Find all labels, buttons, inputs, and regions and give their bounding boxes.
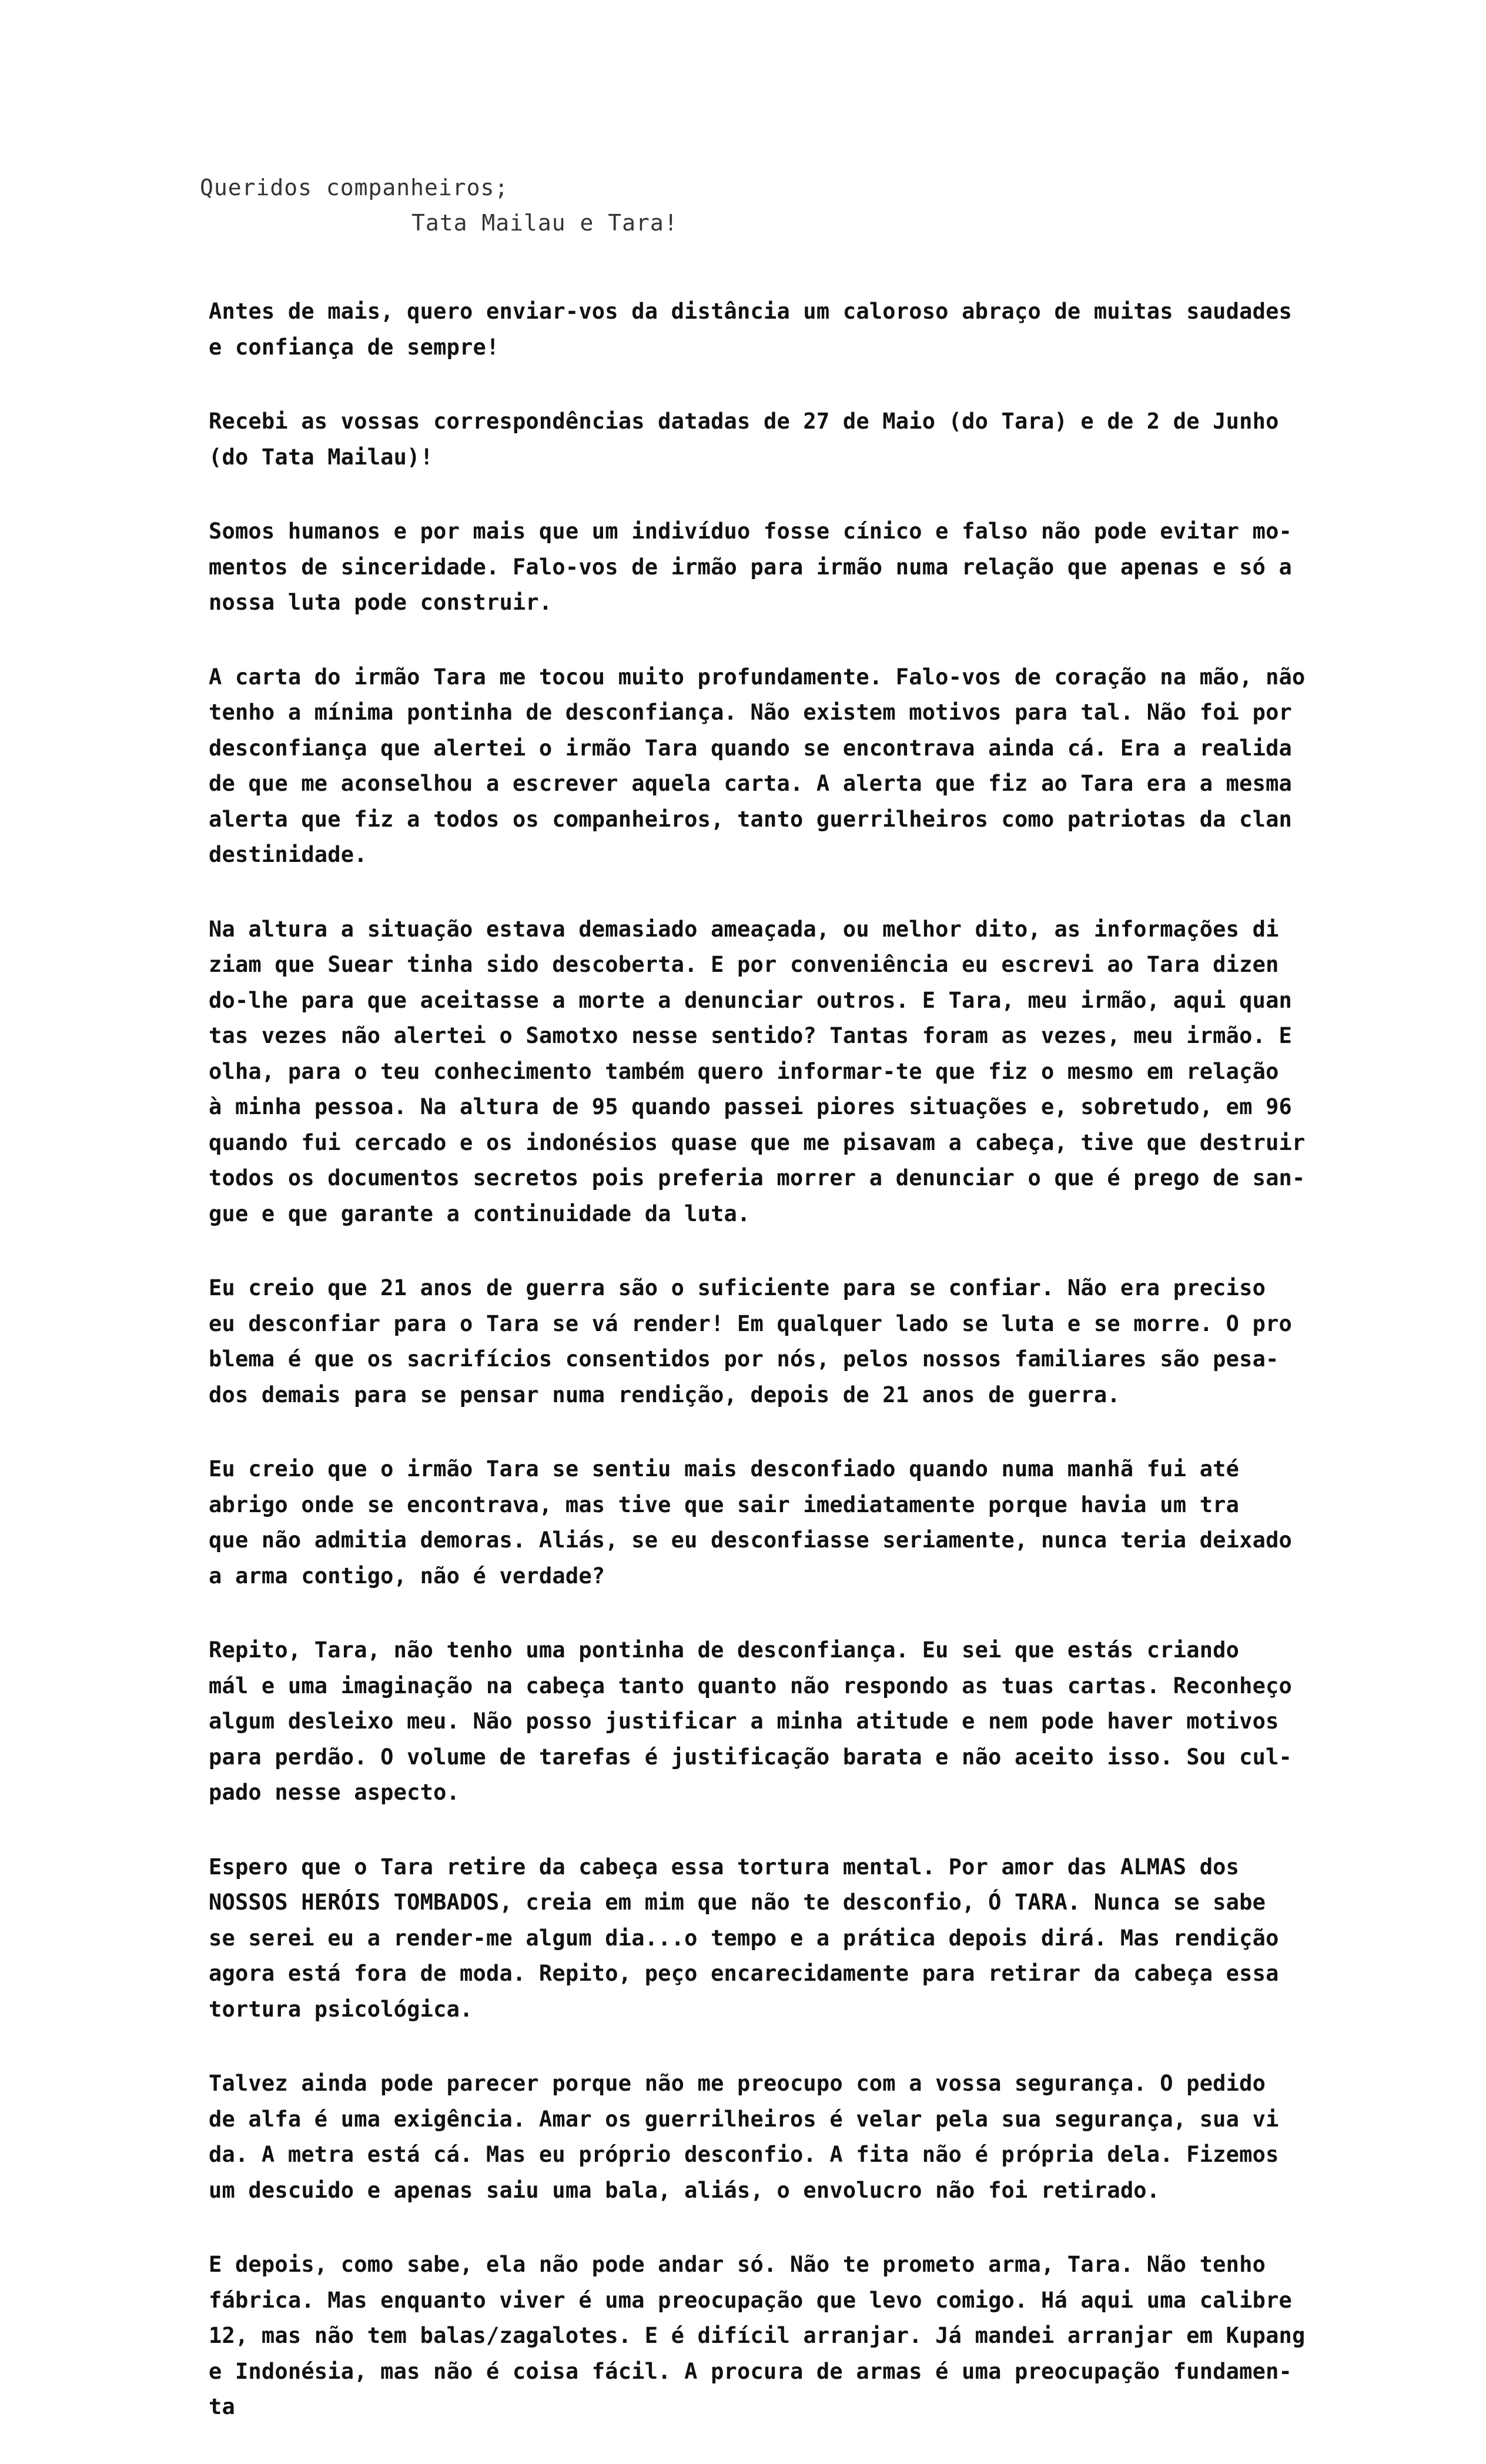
paragraph: Na altura a situação estava demasiado ameaçada, ou melhor dito, as informações di ziam que Suear tinha sido descoberta. E por conveniência eu escrevi ao Tara dizen do-lhe para que aceitasse a morte a denunciar outros. E Tara, meu irmão, aqui quan tas vezes não alertei o Samotxo nesse sentido? Tantas foram as vezes, meu irmão. E olha, para o teu conhecimento também quero informar-te que fiz o mesmo em relação à minha pessoa. Na altura de 95 quando passei piores situações e, sobretudo, em 96 quando fui cercado e os indonésios quase que me pisavam a cabeça, tive que destruir todos os documentos secretos pois preferia morrer a denunciar o que é prego de san- gue e que garante a continuidade da luta. (209, 916, 1306, 1226)
paragraph: A carta do irmão Tara me tocou muito profundamente. Falo-vos de coração na mão, não tenho a mínima pontinha de desconfiança. Não existem motivos para tal. Não foi por desconfiança que alertei o irmão Tara quando se encontrava ainda cá. Era a realida de que me aconselhou a escrever aquela carta. A alerta que fiz ao Tara era a mesma alerta que fiz a todos os companheiros, tanto guerrilheiros como patriotas da clan destinidade. (209, 664, 1306, 867)
addressee-line: Tata Mailau e Tara! (411, 210, 678, 236)
salutation: Queridos companheiros; (200, 175, 509, 200)
paragraph: Talvez ainda pode parecer porque não me preocupo com a vossa segurança. O pedido de alfa é uma exigência. Amar os guerrilheiros é velar pela sua segurança, sua vi da. A metra está cá. Mas eu próprio desconfio. A fita não é própria dela. Fizemos um descuido e apenas saiu uma bala, aliás, o envolucro não foi retirado. (209, 2071, 1279, 2203)
paragraph: Espero que o Tara retire da cabeça essa tortura mental. Por amor das ALMAS dos NOSSOS HERÓIS TOMBADOS, creia em mim que não te desconfio, Ó TARA. Nunca se sabe se serei eu a render-me algum dia...o tempo e a prática depois dirá. Mas rendição agora está fora de moda. Repito, peço encarecidamente para retirar da cabeça essa tortura psicológica. (209, 1854, 1279, 2022)
paragraph: Antes de mais, quero enviar-vos da distância um caloroso abraço de muitas saudades e confiança de sempre! (209, 299, 1293, 360)
paragraph: Repito, Tara, não tenho uma pontinha de desconfiança. Eu sei que estás criando mál e uma imaginação na cabeça tanto quanto não respondo as tuas cartas. Reconheço algum desleixo meu. Não posso justificar a minha atitude e nem pode haver motivos para perdão. O volume de tarefas é justificação barata e não aceito isso. Sou cul- pado nesse aspecto. (209, 1637, 1293, 1805)
paragraph: Eu creio que 21 anos de guerra são o suficiente para se confiar. Não era preciso eu desconfiar para o Tara se vá render! Em qualquer lado se luta e se morre. O pro blema é que os sacrifícios consentidos por nós, pelos nossos familiares são pesa- dos demais para se pensar numa rendição, depois de 21 anos de guerra. (209, 1275, 1293, 1407)
letter-body (209, 294, 1431, 2464)
paragraph: Recebi as vossas correspondências datadas de 27 de Maio (do Tara) e de 2 de Junho (do Tata Mailau)! (209, 409, 1279, 470)
paragraph: E depois, como sabe, ela não pode andar só. Não te prometo arma, Tara. Não tenho fábrica. Mas enquanto viver é uma preocupação que levo comigo. Há aqui uma calibre 12, mas não tem balas/zagalotes. E é difícil arranjar. Já mandei arranjar em Kupang e Indonésia, mas não é coisa fácil. A procura de armas é uma preocupação fundamen- ta (209, 2252, 1306, 2419)
paragraph: Eu creio que o irmão Tara se sentiu mais desconfiado quando numa manhã fui até abrigo onde se encontrava, mas tive que sair imediatamente porque havia um tra que não admitia demoras. Aliás, se eu desconfiasse seriamente, nunca teria deixado a arma contigo, não é verdade? (209, 1456, 1293, 1589)
paragraph: Somos humanos e por mais que um indivíduo fosse cínico e falso não pode evitar mo- mentos de sinceridade. Falo-vos de irmão para irmão numa relação que apenas e só a nossa luta pode construir. (209, 519, 1293, 615)
